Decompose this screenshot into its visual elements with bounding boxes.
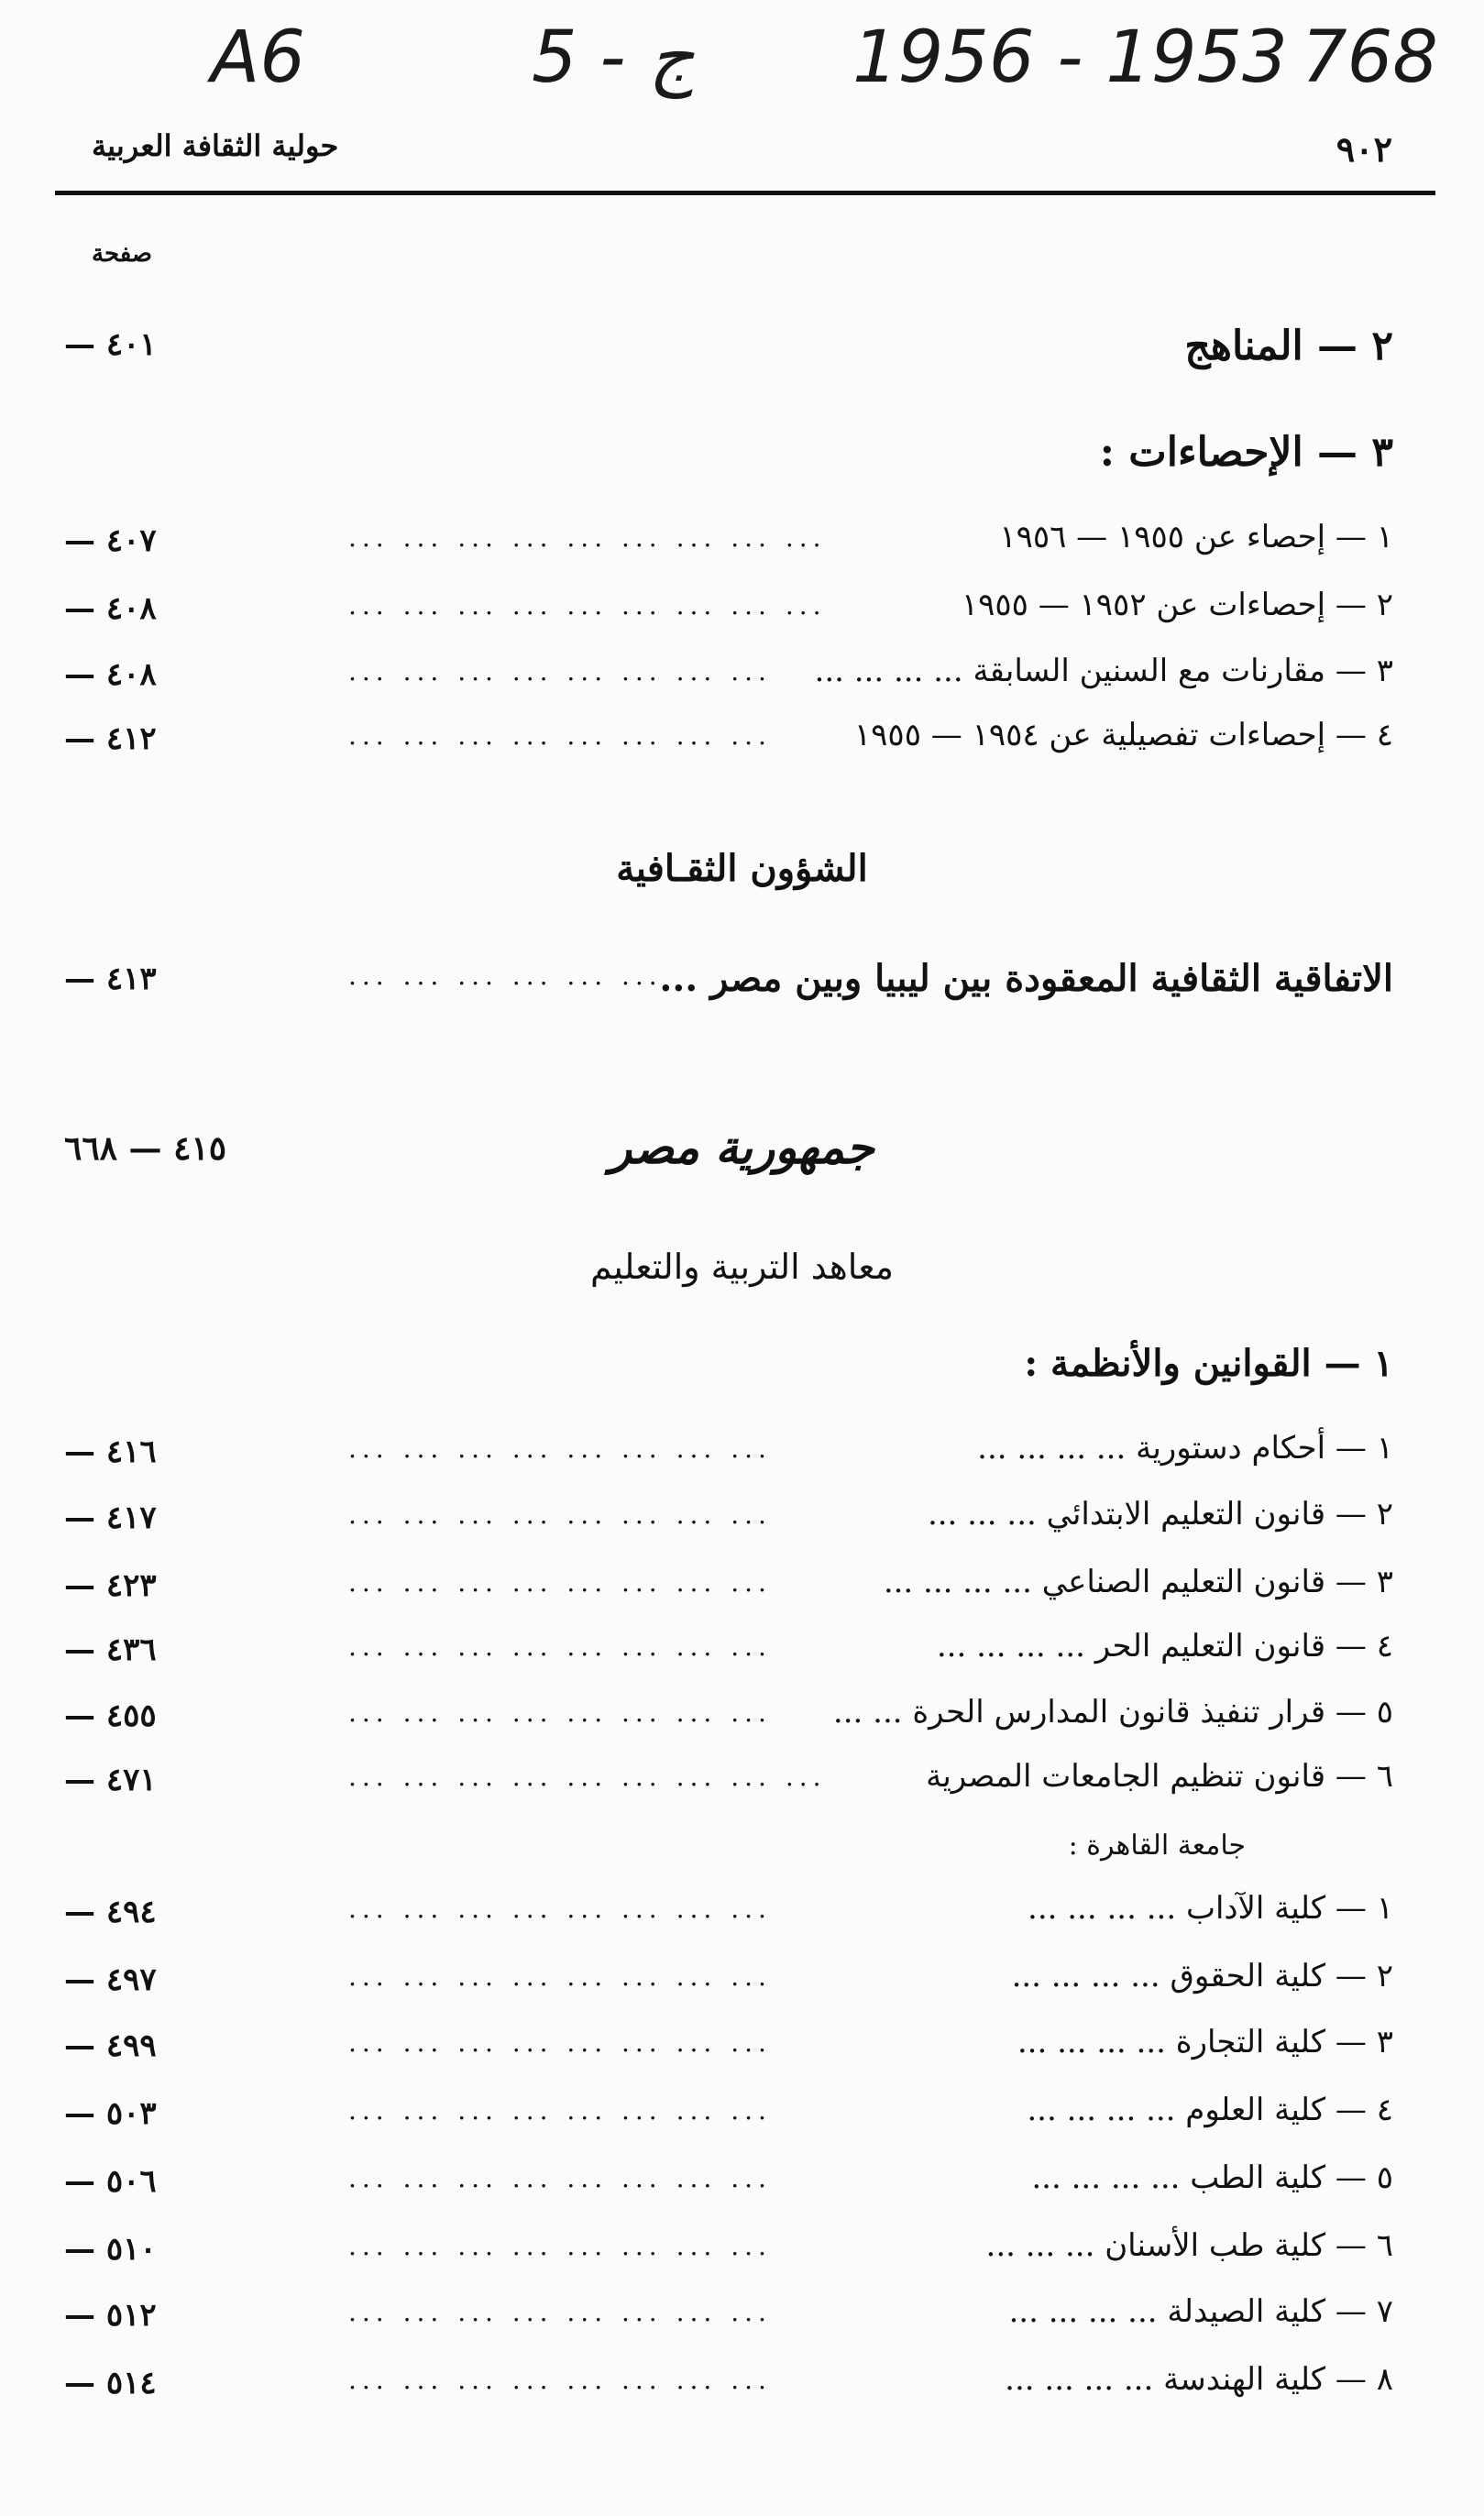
- entry-page: — ٥١٤: [64, 2365, 157, 2401]
- handwritten-note-code: A6: [211, 16, 305, 99]
- entry-title: ٣ — الإحصاءات :: [1099, 429, 1393, 476]
- toc-entry: [55, 2361, 1393, 2412]
- entry-title: ٢ — كلية الحقوق ... ... ... ...: [1011, 1958, 1393, 1994]
- header-rule: [55, 191, 1435, 195]
- toc-entry: [55, 1890, 1393, 1941]
- entry-title: ٤ — كلية العلوم ... ... ... ...: [1027, 2092, 1393, 2128]
- leader-dots: ... ... ... ... ... ... ... ...: [348, 1697, 772, 1728]
- entry-page: — ٤٧١: [64, 1762, 157, 1798]
- leader-dots: ... ... ... ... ... ... ... ... ...: [348, 590, 827, 621]
- handwritten-note-years: 1956 - 1953: [852, 16, 1288, 99]
- country-page-range: ٤١٥ — ٦٦٨: [64, 1129, 227, 1168]
- country-title: جمهورية مصر: [610, 1120, 874, 1174]
- entry-page: — ٤٩٤: [64, 1894, 157, 1930]
- entry-page: — ٤١٣: [64, 961, 157, 997]
- entry-page: — ٤١٢: [64, 720, 157, 757]
- handwritten-note-number: 768: [1302, 16, 1438, 99]
- toc-entry: [55, 1564, 1393, 1615]
- toc-entry: [55, 2092, 1393, 2143]
- entry-title: ٣ — كلية التجارة ... ... ... ...: [1017, 2024, 1393, 2060]
- leader-dots: ... ... ... ... ... ... ... ...: [348, 720, 772, 751]
- entry-title: ٦ — قانون تنظيم الجامعات المصرية: [926, 1758, 1393, 1795]
- leader-dots: ... ... ... ... ... ... ... ...: [348, 2163, 772, 2193]
- entry-title: ٢ — المناهج: [1184, 323, 1393, 369]
- entry-title: ٢ — إحصاءات عن ١٩٥٢ — ١٩٥٥: [961, 587, 1393, 623]
- toc-entry: [55, 1430, 1393, 1481]
- entry-page: — ٥٠٦: [64, 2163, 157, 2200]
- entry-title: ٤ — قانون التعليم الحر ... ... ... ...: [936, 1628, 1393, 1665]
- leader-dots: ... ... ... ... ... ... ... ...: [348, 2297, 772, 2327]
- leader-dots: ... ... ... ... ... ... ... ...: [348, 2231, 772, 2261]
- entry-page: — ٤٠٨: [64, 656, 157, 693]
- toc-entry: [55, 1342, 1393, 1393]
- entry-page: — ٥٠٣: [64, 2095, 157, 2132]
- sub-heading-cairo-university: جامعة القاهرة :: [1068, 1829, 1246, 1862]
- entry-page: — ٤٩٧: [64, 1961, 157, 1998]
- toc-entry: [55, 519, 1393, 570]
- journal-title: حولية الثقافة العربية: [92, 128, 339, 163]
- leader-dots: ... ... ... ... ... ... ... ...: [348, 1567, 772, 1598]
- toc-entry: [55, 717, 1393, 768]
- toc-entry: [55, 323, 1393, 374]
- toc-entry: [55, 2159, 1393, 2211]
- entry-page: — ٥١٢: [64, 2297, 157, 2334]
- leader-dots: ... ... ... ... ... ... ... ...: [348, 2095, 772, 2126]
- entry-title: ١ — إحصاء عن ١٩٥٥ — ١٩٥٦: [999, 519, 1393, 555]
- entry-page: — ٤١٧: [64, 1500, 157, 1536]
- toc-entry: [55, 1758, 1393, 1809]
- entry-page: — ٤٩٩: [64, 2027, 157, 2064]
- entry-title: ٥ — كلية الطب ... ... ... ...: [1031, 2159, 1393, 2196]
- entry-page: — ٤٥٥: [64, 1697, 157, 1734]
- entry-title: ٧ — كلية الصيدلة ... ... ... ...: [1008, 2293, 1393, 2330]
- leader-dots: ... ... ... ... ... ... ... ...: [348, 1961, 772, 1992]
- leader-dots: ... ... ... ... ... ... ... ...: [348, 2027, 772, 2058]
- toc-entry: [55, 957, 1393, 1008]
- toc-entry: [55, 2227, 1393, 2279]
- section-heading-cultural-affairs: الشؤون الثقـافية: [616, 847, 868, 890]
- entry-title: ٤ — إحصاءات تفصيلية عن ١٩٥٤ — ١٩٥٥: [853, 717, 1393, 753]
- entry-page: — ٤٠١: [64, 326, 157, 363]
- entry-title: ١ — أحكام دستورية ... ... ... ...: [977, 1430, 1393, 1467]
- entry-page: — ٤٣٦: [64, 1632, 157, 1668]
- leader-dots: ... ... ... ... ... ... ... ...: [348, 1500, 772, 1530]
- entry-title: ٨ — كلية الهندسة ... ... ... ...: [1005, 2361, 1393, 2398]
- leader-dots: ... ... ... ... ... ... ... ... ...: [348, 522, 827, 553]
- leader-dots: ... ... ... ... ... ... ... ...: [348, 1632, 772, 1662]
- leader-dots: ... ... ... ... ... ... ... ...: [348, 1434, 772, 1464]
- entry-title: ٣ — قانون التعليم الصناعي ... ... ... ...: [883, 1564, 1393, 1600]
- toc-entry: [55, 1628, 1393, 1679]
- entry-page: — ٥١٠: [64, 2231, 157, 2268]
- leader-dots: ... ... ... ... ... ... ... ...: [348, 656, 772, 687]
- page-number: ٩٠٢: [1336, 128, 1392, 170]
- entry-page: — ٤٠٧: [64, 522, 157, 559]
- entry-title: ٥ — قرار تنفيذ قانون المدارس الحرة ... ...: [832, 1694, 1393, 1730]
- leader-dots: ... ... ... ... ... ... ... ...: [348, 1894, 772, 1924]
- entry-title: الاتفاقية الثقافية المعقودة بين ليبيا وبين مصر ...: [659, 957, 1393, 1000]
- entry-page: — ٤٠٨: [64, 590, 157, 627]
- entry-page: — ٤٢٣: [64, 1567, 157, 1604]
- entry-title: ٢ — قانون التعليم الابتدائي ... ... ...: [927, 1496, 1393, 1533]
- toc-entry: [55, 1496, 1393, 1547]
- handwritten-note-volume: 5 - ج: [532, 16, 695, 99]
- entry-title: ١ — القوانين والأنظمة :: [1024, 1342, 1393, 1385]
- toc-entry: [55, 653, 1393, 704]
- toc-entry: [55, 587, 1393, 638]
- toc-entry: [55, 2024, 1393, 2075]
- toc-entry: [55, 1694, 1393, 1745]
- page-column-label: صفحة: [92, 240, 152, 268]
- entry-title: ٣ — مقارنات مع السنين السابقة ... ... ... ...: [814, 653, 1393, 689]
- toc-entry: [55, 429, 1393, 480]
- entry-title: ١ — كلية الآداب ... ... ... ...: [1028, 1890, 1393, 1927]
- leader-dots: ... ... ... ... ... ... ... ... ...: [348, 1762, 827, 1792]
- leader-dots: ... ... ... ... ... ... ... ...: [348, 2365, 772, 2395]
- toc-entry: [55, 1958, 1393, 2009]
- toc-entry: [55, 2293, 1393, 2345]
- entry-page: — ٤١٦: [64, 1434, 157, 1470]
- entry-title: ٦ — كلية طب الأسنان ... ... ...: [985, 2227, 1393, 2264]
- section-heading-institutes: معاهد التربية والتعليم: [589, 1247, 894, 1287]
- leader-dots: ... ... ... ... ... ...: [348, 961, 663, 991]
